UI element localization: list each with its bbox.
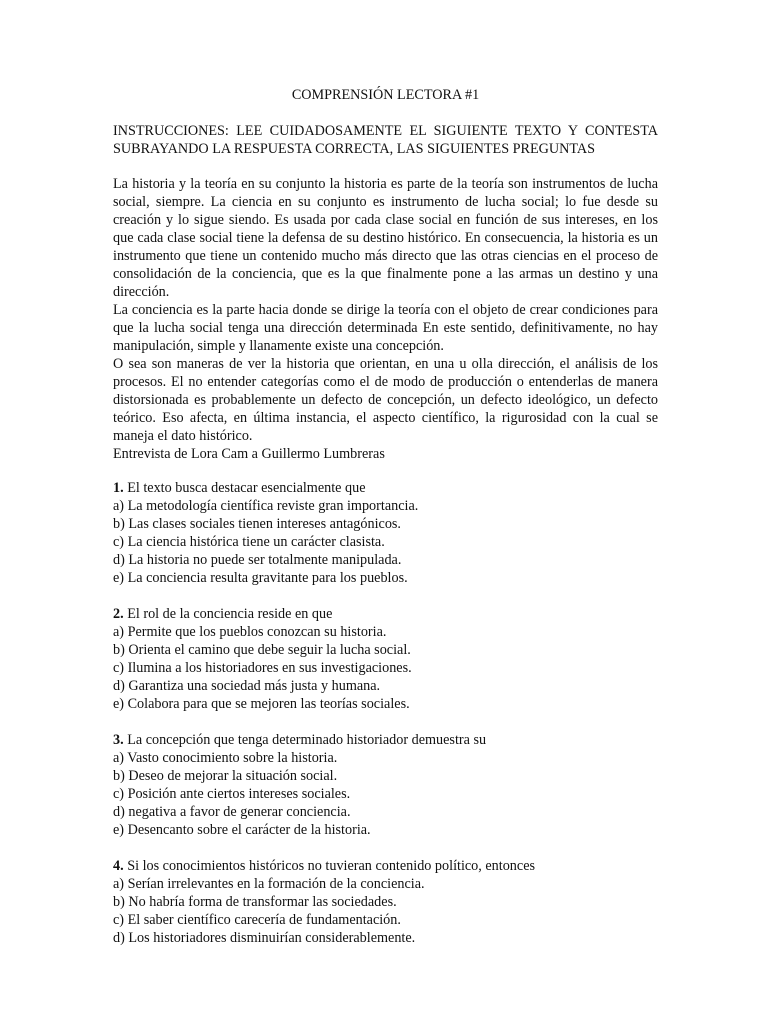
answer-option[interactable]: c) La ciencia histórica tiene un carácter clasista. — [113, 534, 385, 550]
answer-option[interactable]: b) Las clases sociales tienen intereses antagónicos. — [113, 516, 401, 532]
question-stem — [113, 857, 658, 875]
instructions-text: INSTRUCCIONES: LEE CUIDADOSAMENTE EL SIGUIENTE TEXTO Y CONTESTA SUBRAYANDO LA RESPUESTA CORRECTA, LAS SIGUIENTES PREGUNTAS — [113, 123, 658, 157]
passage-source: Entrevista de Lora Cam a Guillermo Lumbreras — [113, 446, 385, 462]
passage-paragraph: La historia y la teoría en su conjunto la historia es parte de la teoría son instrumentos de lucha social, siempre. La ciencia en su conjunto es instrumento de lucha social; lo fue desde su creación y lo sigue siendo. Es usada por cada clase social en función de sus intereses, en los que cada clase social tiene la defensa de su destino histórico. En consecuencia, la historia es un instrumento que tiene un contenido mucho más directo que las otras ciencias en el proceso de consolidación de la conciencia, que es la que finalmente pone a las armas un destino y una dirección. — [113, 176, 658, 300]
question-stem — [113, 605, 658, 623]
question-text: El texto busca destacar esencialmente que — [127, 480, 366, 496]
answer-option[interactable]: a) Serían irrelevantes en la formación de la conciencia. — [113, 876, 425, 892]
answer-option[interactable]: b) Deseo de mejorar la situación social. — [113, 768, 338, 784]
answer-option[interactable]: d) Garantiza una sociedad más justa y humana. — [113, 678, 381, 694]
answer-option[interactable]: a) La metodología científica reviste gran importancia. — [113, 498, 419, 514]
answer-option[interactable]: a) Permite que los pueblos conozcan su historia. — [113, 624, 387, 640]
answer-option[interactable]: a) Vasto conocimiento sobre la historia. — [113, 750, 338, 766]
question-2 — [113, 605, 658, 713]
reading-passage — [113, 175, 658, 463]
answer-option[interactable]: c) El saber científico carecería de fundamentación. — [113, 912, 401, 928]
question-text: Si los conocimientos históricos no tuvieran contenido político, entonces — [127, 858, 536, 874]
answer-option[interactable]: b) No habría forma de transformar las sociedades. — [113, 894, 397, 910]
question-text: El rol de la conciencia reside en que — [127, 606, 333, 622]
answer-option[interactable]: d) negativa a favor de generar conciencia. — [113, 804, 351, 820]
answer-option[interactable]: d) La historia no puede ser totalmente manipulada. — [113, 552, 402, 568]
answer-option[interactable]: b) Orienta el camino que debe seguir la lucha social. — [113, 642, 411, 658]
passage-paragraph: O sea son maneras de ver la historia que orientan, en una u olla dirección, el análisis de los procesos. El no entender categorías como el de modo de producción o entenderlas de manera distorsionada es probablemente un defecto de concepción, un defecto ideológico, un defecto teórico. Eso afecta, en última instancia, el aspecto científico, la rigurosidad con la cual se maneja el dato histórico. — [113, 356, 658, 444]
question-4 — [113, 857, 658, 947]
document-page — [113, 86, 658, 965]
question-number: 2. — [113, 606, 124, 622]
answer-option[interactable]: d) Los historiadores disminuirían considerablemente. — [113, 930, 416, 946]
question-number: 4. — [113, 858, 124, 874]
question-3 — [113, 731, 658, 839]
question-1 — [113, 479, 658, 587]
answer-option[interactable]: e) Colabora para que se mejoren las teorías sociales. — [113, 696, 410, 712]
passage-paragraph: La conciencia es la parte hacia donde se dirige la teoría con el objeto de crear condiciones para que la lucha social tenga una dirección determinada En este sentido, definitivamente, no hay manipulación, simple y llanamente existe una concepción. — [113, 302, 658, 354]
question-number: 1. — [113, 480, 124, 496]
question-text: La concepción que tenga determinado historiador demuestra su — [127, 732, 487, 748]
answer-option[interactable]: e) Desencanto sobre el carácter de la historia. — [113, 822, 371, 838]
question-stem — [113, 479, 658, 497]
answer-option[interactable]: c) Posición ante ciertos intereses sociales. — [113, 786, 351, 802]
question-stem — [113, 731, 658, 749]
answer-option[interactable]: e) La conciencia resulta gravitante para los pueblos. — [113, 570, 408, 586]
question-number: 3. — [113, 732, 124, 748]
answer-option[interactable]: c) Ilumina a los historiadores en sus investigaciones. — [113, 660, 412, 676]
document-title: COMPRENSIÓN LECTORA #1 — [291, 87, 480, 103]
